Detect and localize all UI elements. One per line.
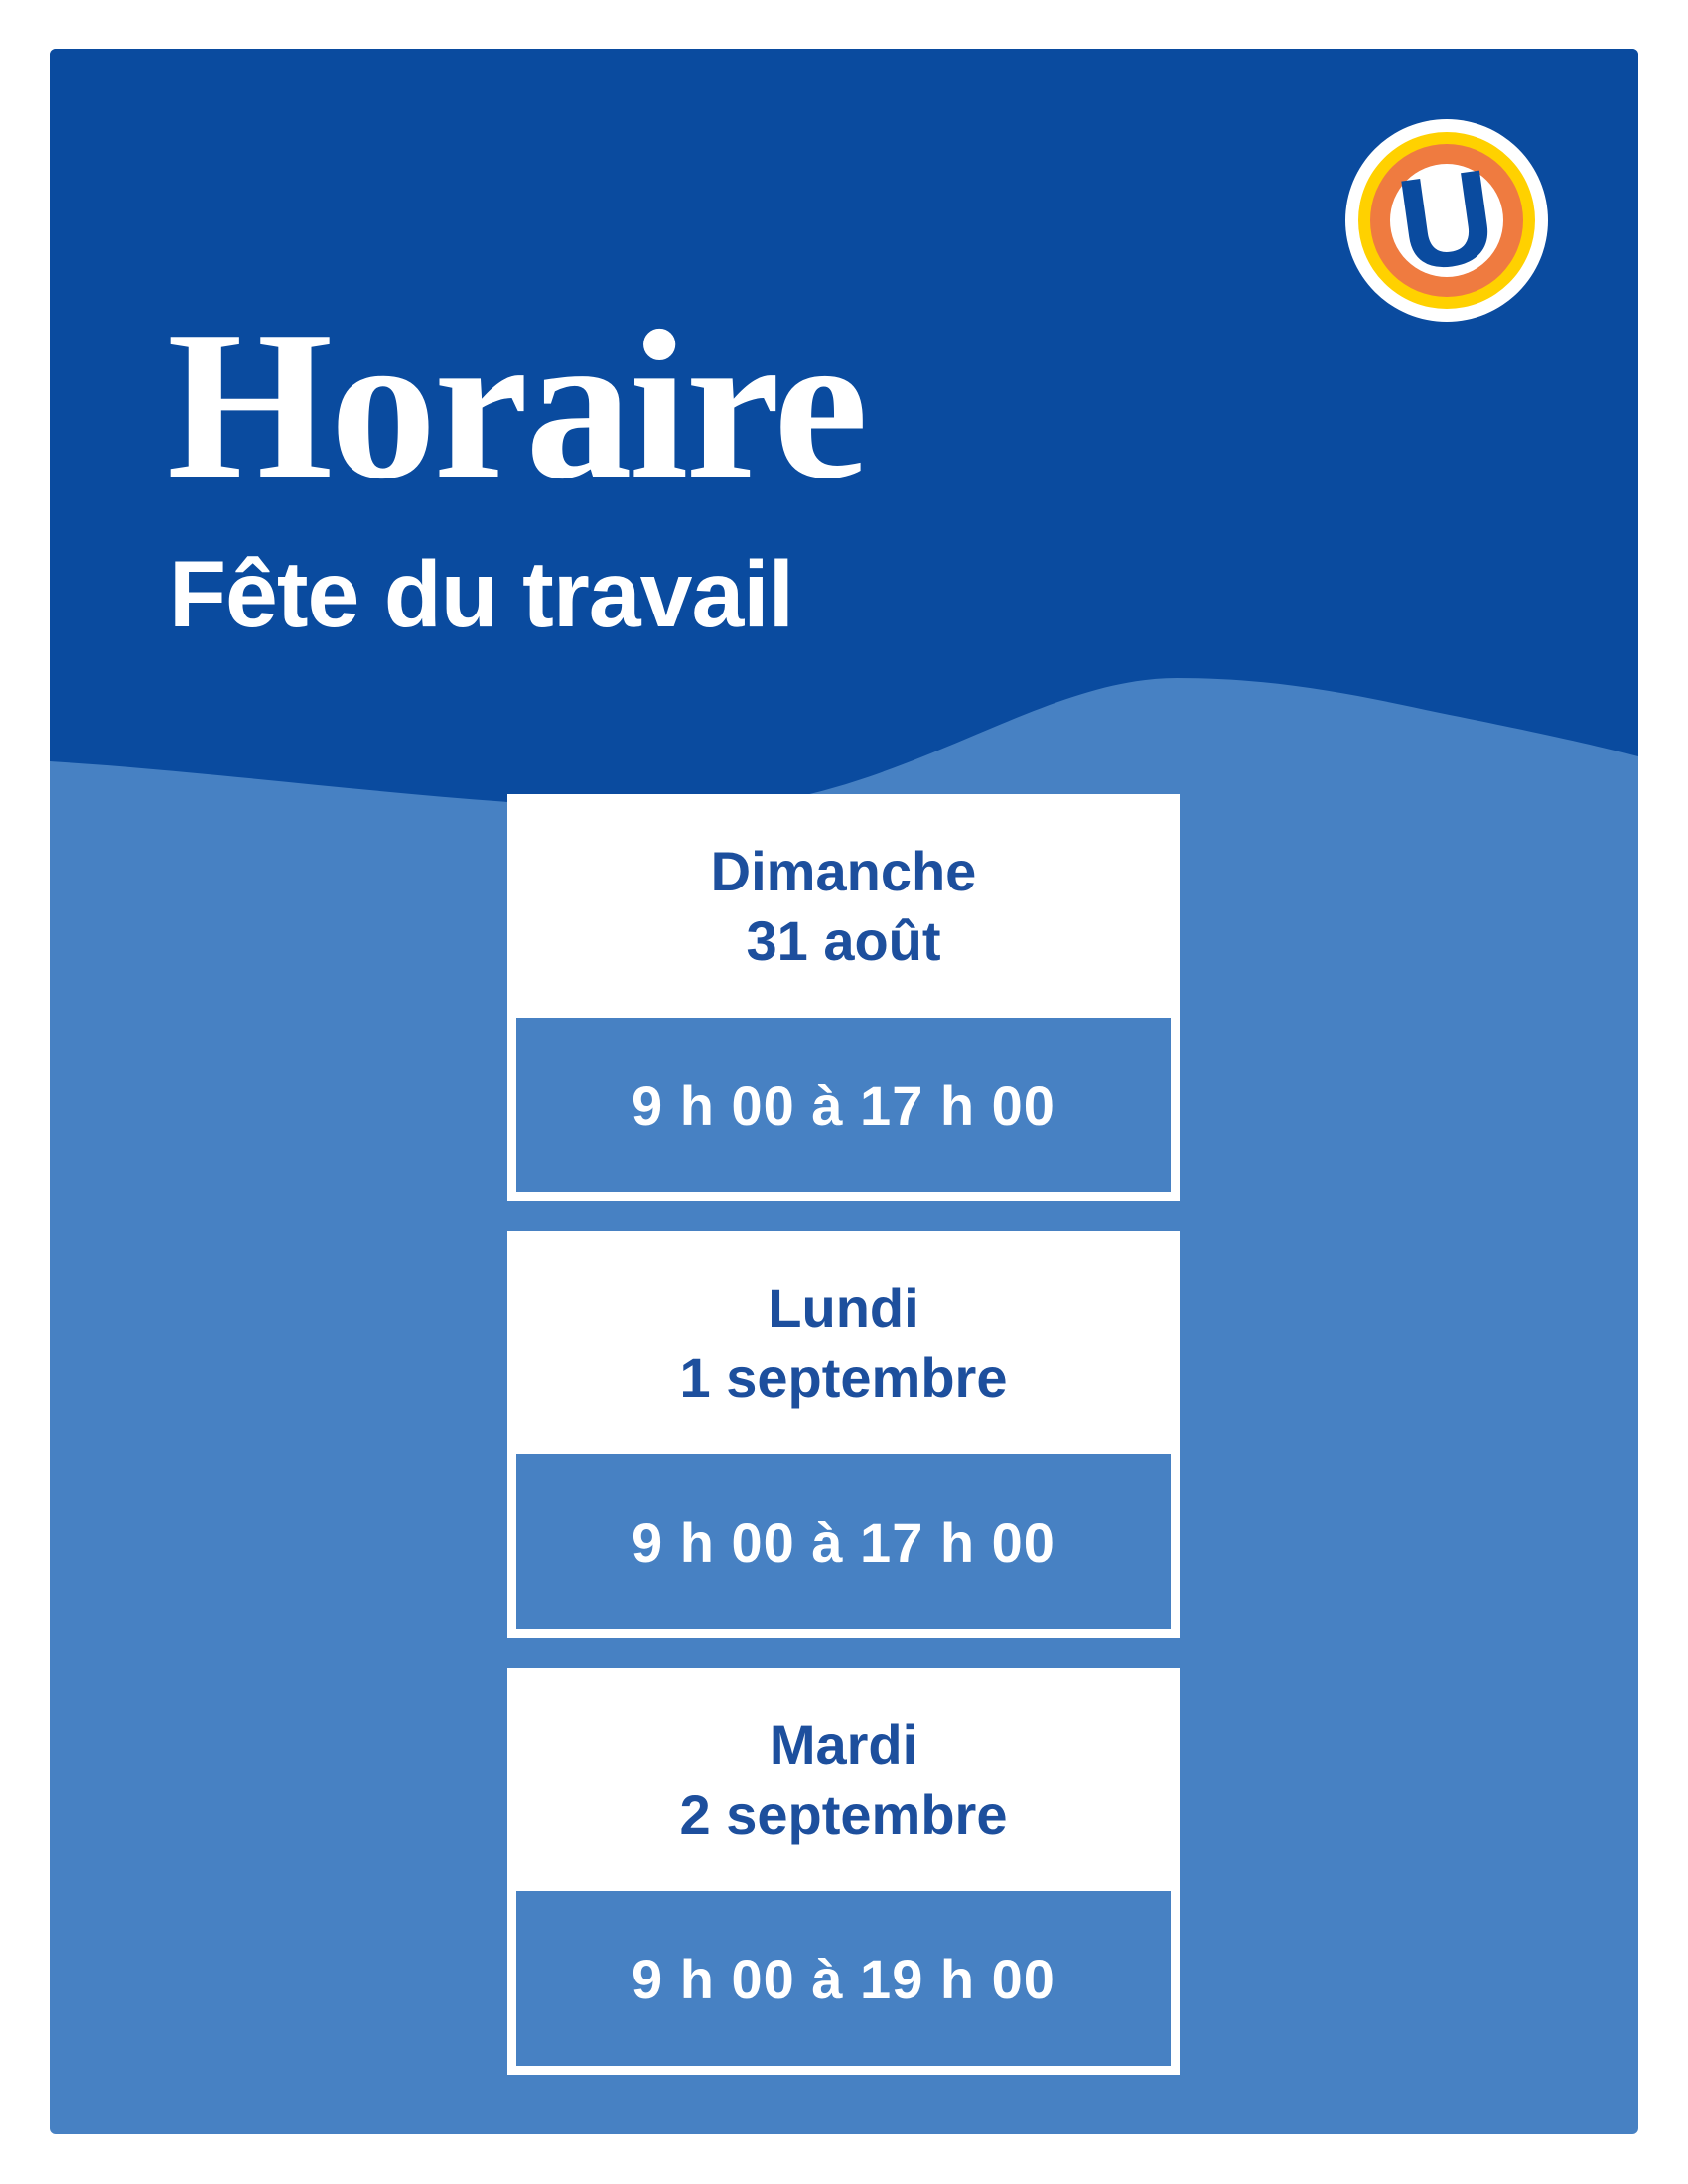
card-day-section <box>507 794 1180 1018</box>
card-day-label: Dimanche <box>710 839 977 902</box>
card-day-section <box>507 1231 1180 1454</box>
card-hours-box <box>516 1891 1171 2066</box>
poster-title: Horaire <box>167 286 866 523</box>
poster-canvas <box>50 49 1638 2134</box>
poster-subtitle: Fête du travail <box>169 542 794 647</box>
card-day-label: Mardi <box>769 1712 918 1776</box>
card-hours-label: 9 h 00 à 19 h 00 <box>632 1947 1055 2010</box>
brand-logo-u-icon <box>1345 119 1548 322</box>
card-hours-box <box>516 1018 1171 1192</box>
card-date-label: 2 septembre <box>679 1782 1008 1845</box>
card-hours-box <box>516 1454 1171 1629</box>
card-day-section <box>507 1668 1180 1891</box>
schedule-card <box>507 1231 1180 1638</box>
card-date-label: 1 septembre <box>679 1345 1008 1409</box>
schedule-card <box>507 794 1180 1201</box>
schedule-card <box>507 1668 1180 2075</box>
card-day-label: Lundi <box>768 1276 919 1339</box>
logo-letter: U <box>1389 141 1504 300</box>
card-hours-label: 9 h 00 à 17 h 00 <box>632 1510 1055 1573</box>
card-hours-label: 9 h 00 à 17 h 00 <box>632 1073 1055 1137</box>
card-date-label: 31 août <box>746 908 941 972</box>
